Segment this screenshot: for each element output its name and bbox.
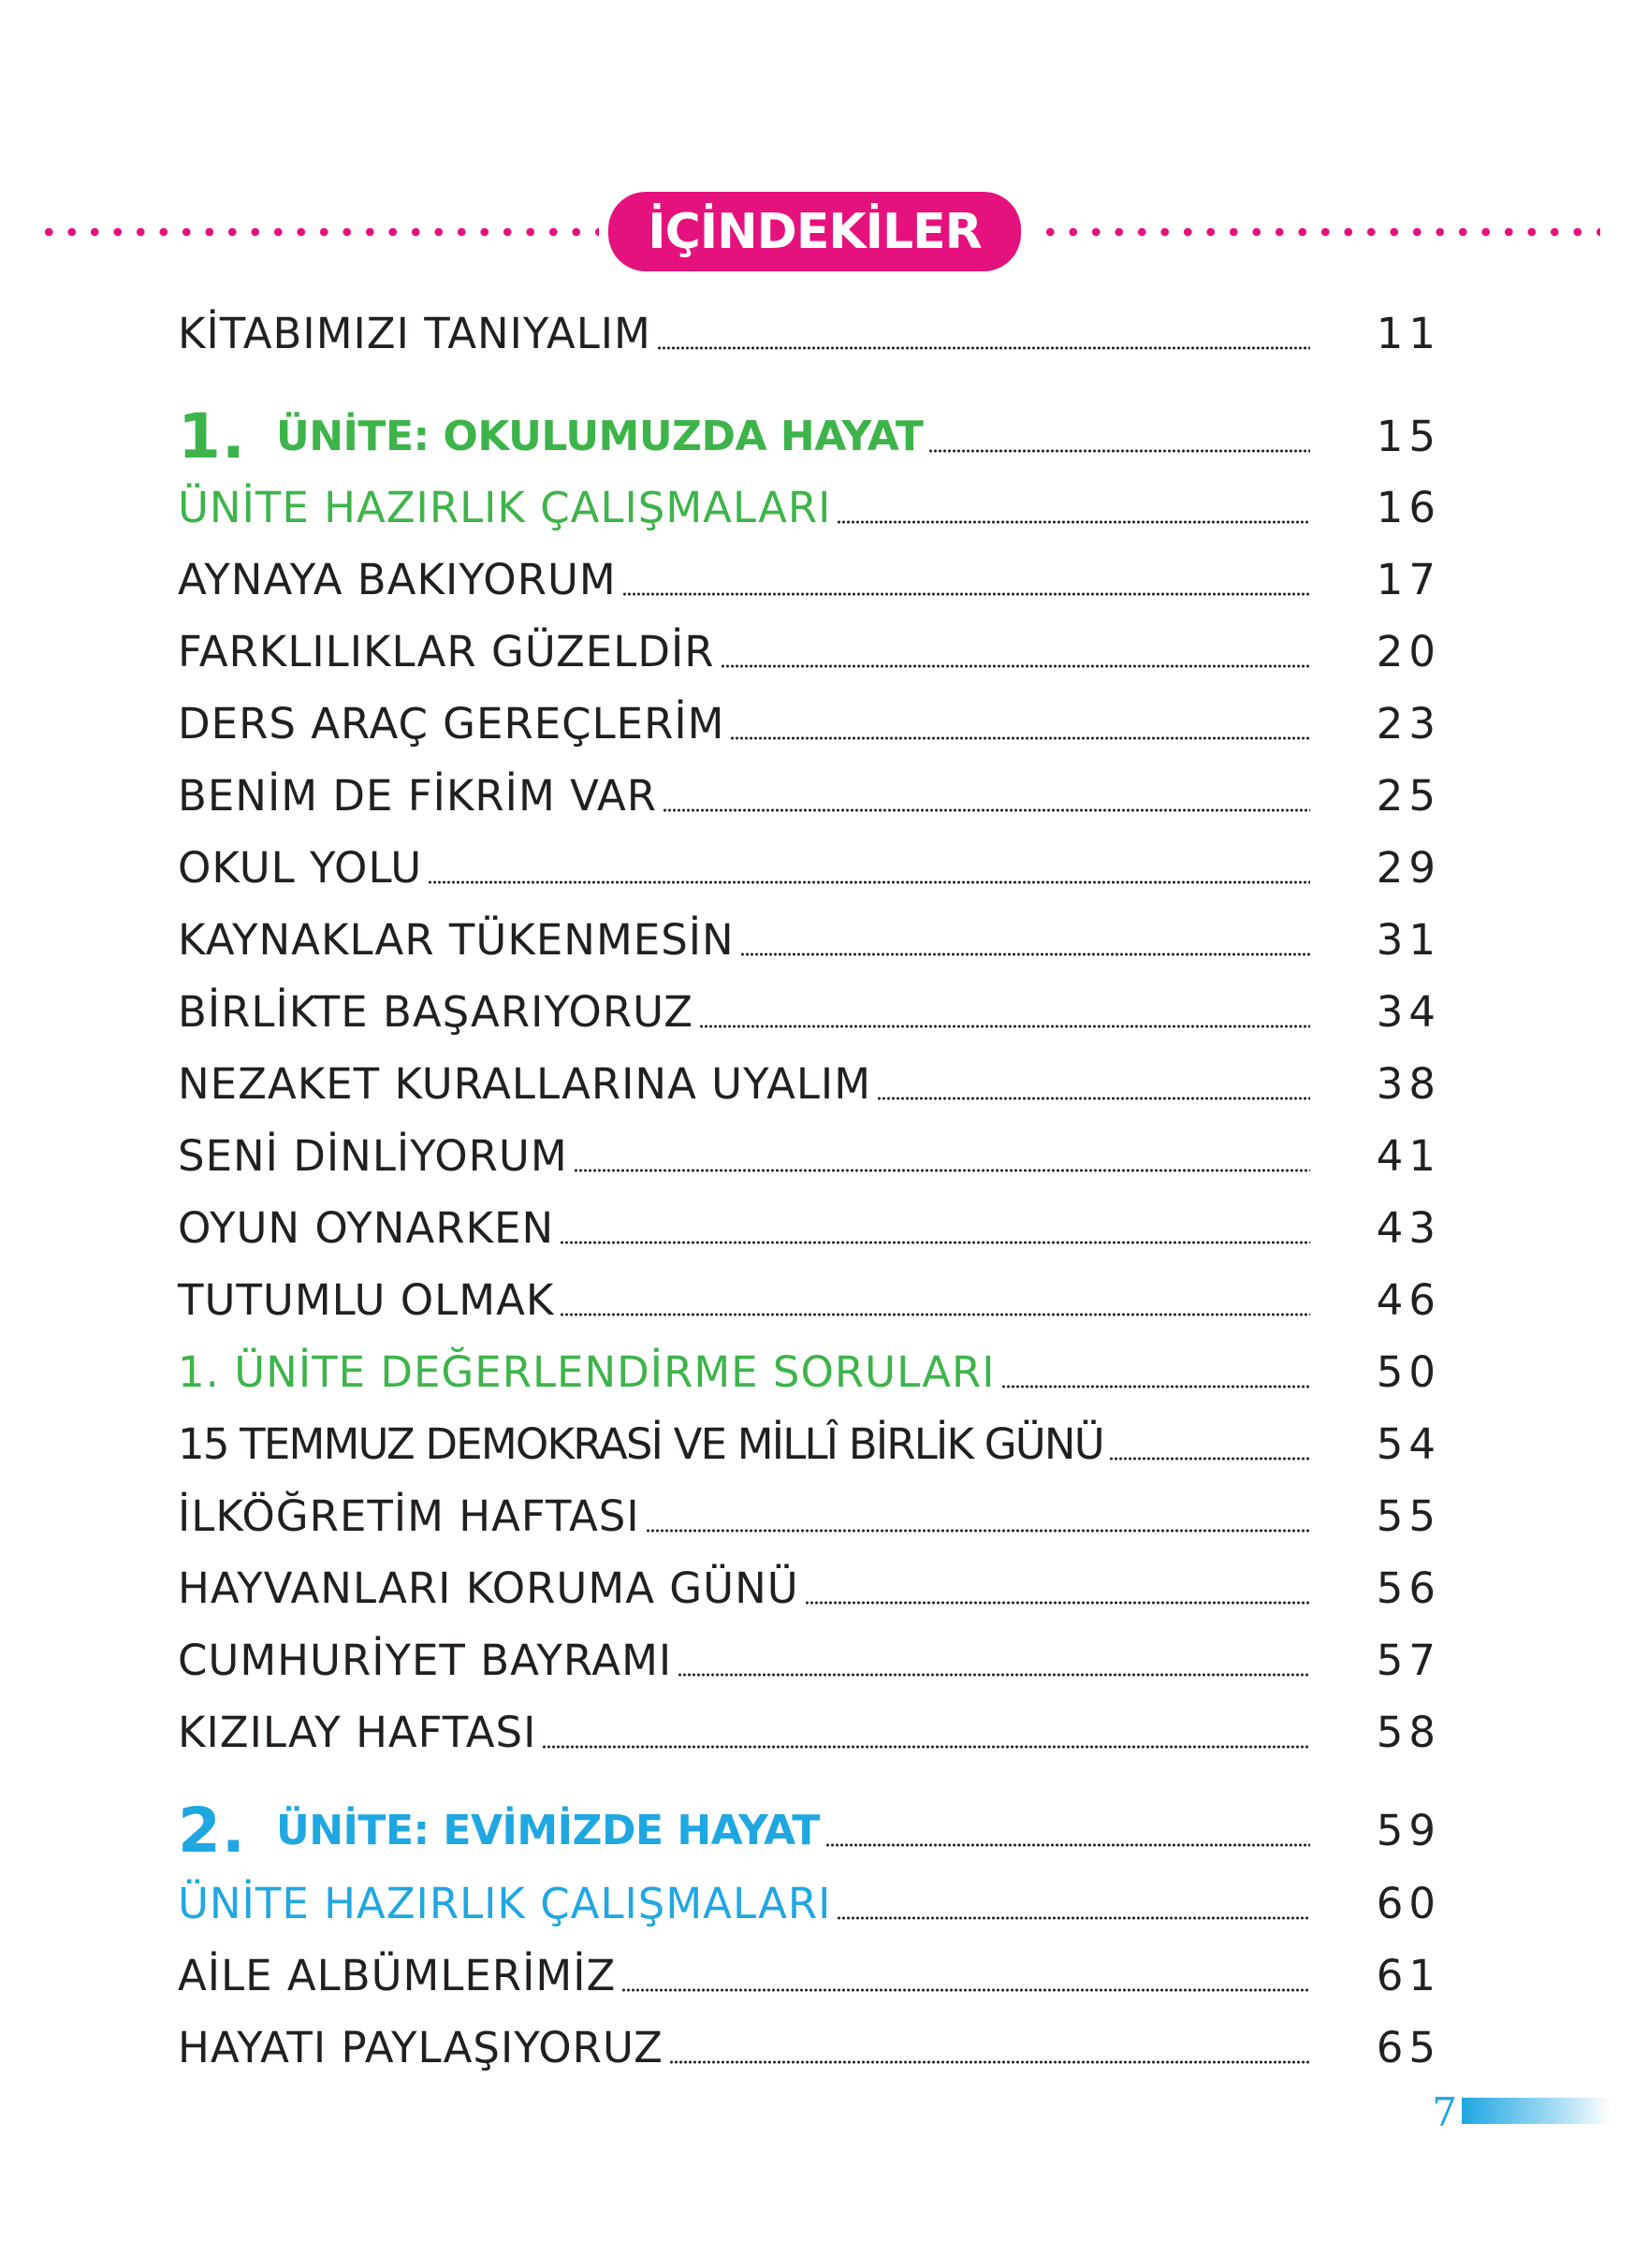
toc-entry[interactable] <box>178 688 1441 753</box>
toc-entry[interactable] <box>178 1552 1441 1618</box>
toc-entry[interactable] <box>178 1480 1441 1546</box>
dot-leader <box>663 808 1310 812</box>
unit-title: ÜNİTE: OKULUMUZDA HAYAT <box>276 413 924 460</box>
unit-number: 2. <box>178 1795 246 1867</box>
dot-leader <box>825 1843 1310 1847</box>
toc-page-number: 15 <box>1376 412 1441 461</box>
dot-leader <box>721 664 1310 668</box>
toc-entry-label: HAYVANLARI KORUMA GÜNÜ <box>178 1563 799 1613</box>
toc-entry[interactable] <box>178 1264 1441 1330</box>
toc-entry-label: İLKÖĞRETİM HAFTASI <box>178 1491 640 1541</box>
toc-entry[interactable] <box>178 2012 1441 2077</box>
dot-leader <box>657 346 1310 350</box>
toc-entry[interactable] <box>178 1048 1441 1113</box>
toc-entry-label: FARKLILIKLAR GÜZELDİR <box>178 627 715 676</box>
toc-entry-label: 1. ÜNİTE DEĞERLENDİRME SORULARI <box>178 1347 996 1397</box>
dot-leader <box>678 1673 1310 1677</box>
dot-leader <box>646 1529 1310 1533</box>
dot-leader <box>622 592 1310 596</box>
toc-entry[interactable] <box>178 616 1441 681</box>
dot-leader <box>877 1097 1310 1100</box>
toc-page-number: 60 <box>1376 1879 1441 1928</box>
toc-page-number: 29 <box>1376 843 1441 893</box>
toc-entry-label: SENİ DİNLİYORUM <box>178 1131 568 1181</box>
toc-entry[interactable] <box>178 760 1441 825</box>
toc-entry-label: TUTUMLU OLMAK <box>178 1275 555 1325</box>
toc-page-number: 54 <box>1376 1419 1441 1469</box>
dot-leader <box>428 880 1310 884</box>
dot-leader <box>730 736 1310 740</box>
toc-entry[interactable] <box>178 1940 1441 2005</box>
toc-page-number: 25 <box>1376 771 1441 821</box>
toc-entry-label: AİLE ALBÜMLERİMİZ <box>178 1951 617 2000</box>
toc-entry[interactable] <box>178 904 1441 969</box>
toc-page-number: 59 <box>1376 1806 1441 1855</box>
toc-entry-label: OYUN OYNARKEN <box>178 1203 555 1253</box>
toc-entry-label: OKUL YOLU <box>178 843 423 893</box>
toc-page-number: 65 <box>1376 2023 1441 2072</box>
toc-page-number: 61 <box>1376 1951 1441 2000</box>
toc-entry-label: KIZILAY HAFTASI <box>178 1708 537 1757</box>
unit-number: 1. <box>178 400 246 472</box>
dot-leader <box>740 952 1310 956</box>
toc-entry[interactable] <box>178 1336 1441 1402</box>
toc-page-number: 56 <box>1376 1563 1441 1613</box>
page-number-gradient-bar <box>1462 2098 1611 2124</box>
dot-leader <box>699 1025 1310 1028</box>
toc-page-number: 38 <box>1376 1059 1441 1109</box>
page-title: İÇİNDEKİLER <box>648 203 982 260</box>
toc-entry-label: KİTABIMIZI TANIYALIM <box>178 309 651 358</box>
page-number: 7 <box>1432 2089 1457 2135</box>
toc-page-number: 16 <box>1376 483 1441 532</box>
dot-leader <box>928 449 1310 453</box>
toc-entry-label: BENİM DE FİKRİM VAR <box>178 771 658 821</box>
dot-leader <box>837 1916 1310 1920</box>
toc-page-number: 41 <box>1376 1131 1441 1181</box>
toc-page-number: 46 <box>1376 1275 1441 1325</box>
toc-entry[interactable] <box>178 1696 1441 1762</box>
toc-entry[interactable] <box>178 1408 1441 1474</box>
toc-entry-label: ÜNİTE HAZIRLIK ÇALIŞMALARI <box>178 483 832 532</box>
dot-leader <box>837 520 1310 524</box>
toc-entry[interactable] <box>178 544 1441 609</box>
unit-title: ÜNİTE: EVİMİZDE HAYAT <box>276 1807 820 1854</box>
toc-entry-label: KAYNAKLAR TÜKENMESİN <box>178 915 735 965</box>
toc-entry[interactable] <box>178 976 1441 1041</box>
toc-page-number: 11 <box>1376 309 1441 358</box>
toc-entry-label: AYNAYA BAKIYORUM <box>178 555 617 604</box>
toc-page-number: 17 <box>1376 555 1441 604</box>
toc-page-number: 34 <box>1376 987 1441 1037</box>
toc-entry-label: DERS ARAÇ GEREÇLERİM <box>178 699 725 749</box>
toc-entry-label: HAYATI PAYLAŞIYORUZ <box>178 2023 663 2072</box>
toc-page-number: 57 <box>1376 1636 1441 1685</box>
toc-unit-1-heading[interactable] <box>178 400 1441 472</box>
toc-page-number: 31 <box>1376 915 1441 965</box>
toc-page-number: 58 <box>1376 1708 1441 1757</box>
dot-leader <box>1109 1457 1310 1461</box>
dot-leader <box>542 1745 1310 1749</box>
toc-entry[interactable] <box>178 832 1441 897</box>
toc-entry[interactable] <box>178 1192 1441 1258</box>
toc-unit-2-heading[interactable] <box>178 1795 1441 1867</box>
toc-entry-label: 15 TEMMUZ DEMOKRASİ VE MİLLÎ BİRLİK GÜNÜ <box>178 1419 1103 1469</box>
dot-leader <box>574 1169 1310 1172</box>
toc-entry[interactable] <box>178 1120 1441 1185</box>
toc-entry[interactable] <box>178 472 1441 537</box>
dot-leader <box>560 1313 1310 1316</box>
dot-leader <box>805 1601 1310 1605</box>
toc-page-number: 50 <box>1376 1347 1441 1397</box>
toc-page-number: 55 <box>1376 1491 1441 1541</box>
toc-entry-intro[interactable] <box>178 298 1441 363</box>
dot-leader <box>560 1241 1310 1244</box>
toc-entry[interactable] <box>178 1868 1441 1933</box>
toc-entry[interactable] <box>178 1624 1441 1690</box>
toc-entry-label: ÜNİTE HAZIRLIK ÇALIŞMALARI <box>178 1879 832 1928</box>
toc-page-number: 23 <box>1376 699 1441 749</box>
dot-leader <box>621 1988 1310 1992</box>
toc-entry-label: CUMHURİYET BAYRAMI <box>178 1636 673 1685</box>
toc-page-number: 43 <box>1376 1203 1441 1253</box>
dot-leader <box>669 2060 1310 2064</box>
toc-entry-label: BİRLİKTE BAŞARIYORUZ <box>178 987 694 1037</box>
toc-page-number: 20 <box>1376 627 1441 676</box>
dot-leader <box>1001 1385 1310 1388</box>
toc-entry-label: NEZAKET KURALLARINA UYALIM <box>178 1059 872 1109</box>
